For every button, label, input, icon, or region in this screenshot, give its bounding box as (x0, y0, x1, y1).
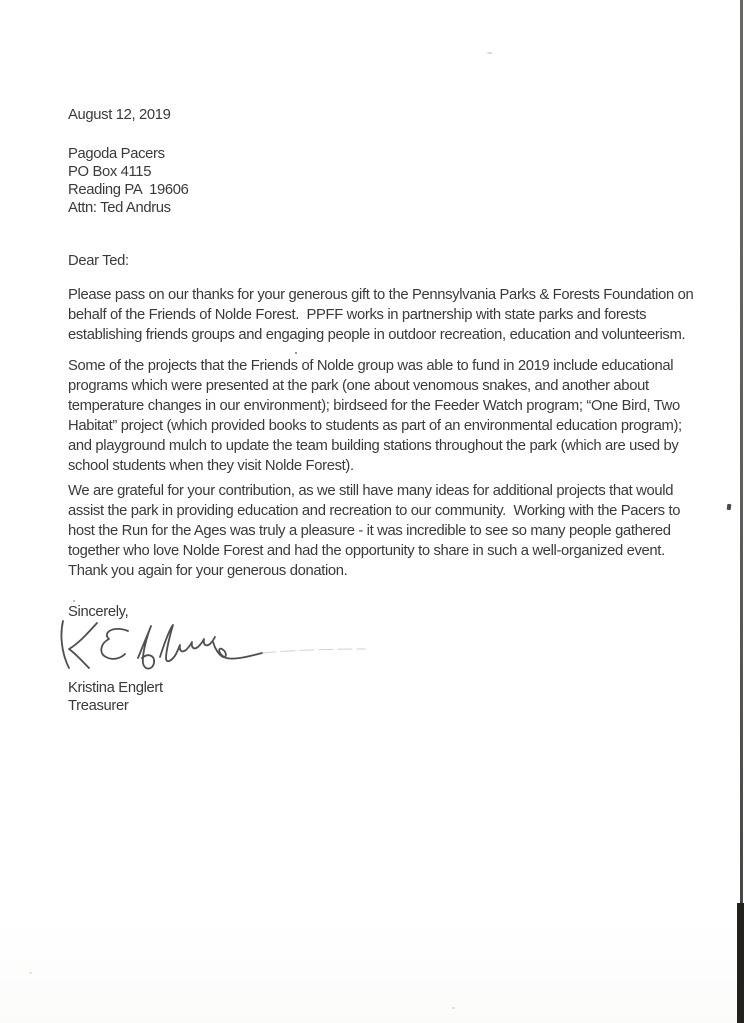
scan-dust-speck (73, 600, 75, 602)
scan-edge-artifact (737, 903, 744, 1023)
recipient-organization: Pagoda Pacers (68, 146, 165, 162)
scan-dust-speck (295, 352, 297, 354)
scan-dust-speck (29, 972, 32, 974)
handwritten-signature-icon (52, 612, 382, 676)
salutation: Dear Ted: (68, 253, 129, 269)
signer-name: Kristina Englert (68, 680, 163, 696)
body-paragraph-1-line: behalf of the Friends of Nolde Forest. PPFF works in partnership with state parks and forests (68, 307, 647, 323)
body-paragraph-2-line: temperature changes in our environment); birdseed for the Feeder Watch program; “One Bird, Two (68, 398, 680, 414)
body-paragraph-2-line: Some of the projects that the Friends of Nolde group was able to fund in 2019 include educational (68, 358, 674, 374)
scan-dust-speck (487, 52, 492, 54)
body-paragraph-3-line: host the Run for the Ages was truly a pleasure - it was incredible to see so many people gathered (68, 523, 671, 539)
body-paragraph-3-line: together who love Nolde Forest and had the opportunity to share in such a well-organized event. (68, 543, 665, 559)
closing-salutation: Sincerely, (68, 604, 129, 620)
body-paragraph-1-line: establishing friends groups and engaging people in outdoor recreation, education and volunteerism. (68, 327, 686, 343)
body-paragraph-1-line: Please pass on our thanks for your generous gift to the Pennsylvania Parks & Forests Foundation on (68, 287, 694, 303)
scan-edge-artifact (740, 0, 743, 1023)
recipient-address-line: PO Box 4115 (68, 164, 152, 180)
body-paragraph-2-line: and playground mulch to update the team building stations throughout the park (which are used by (68, 438, 679, 454)
scan-dust-speck (452, 1007, 455, 1009)
letter-date: August 12, 2019 (68, 107, 171, 123)
body-paragraph-2-line: programs which were presented at the park (one about venomous snakes, and another about (68, 378, 649, 394)
body-paragraph-3-line: assist the park in providing education and recreation to our community. Working with the Pacers to (68, 503, 681, 519)
body-paragraph-2-line: school students when they visit Nolde Forest). (68, 458, 354, 474)
body-paragraph-2-line: Habitat” project (which provided books to students as part of an environmental education program); (68, 418, 682, 434)
recipient-attention-line: Attn: Ted Andrus (68, 200, 171, 216)
body-paragraph-3-line: Thank you again for your generous donation. (68, 563, 348, 579)
signer-title: Treasurer (68, 698, 129, 714)
recipient-address-line: Reading PA 19606 (68, 182, 189, 198)
scan-dust-speck (727, 504, 732, 510)
body-paragraph-3-line: We are grateful for your contribution, as we still have many ideas for additional projects that would (68, 483, 674, 499)
